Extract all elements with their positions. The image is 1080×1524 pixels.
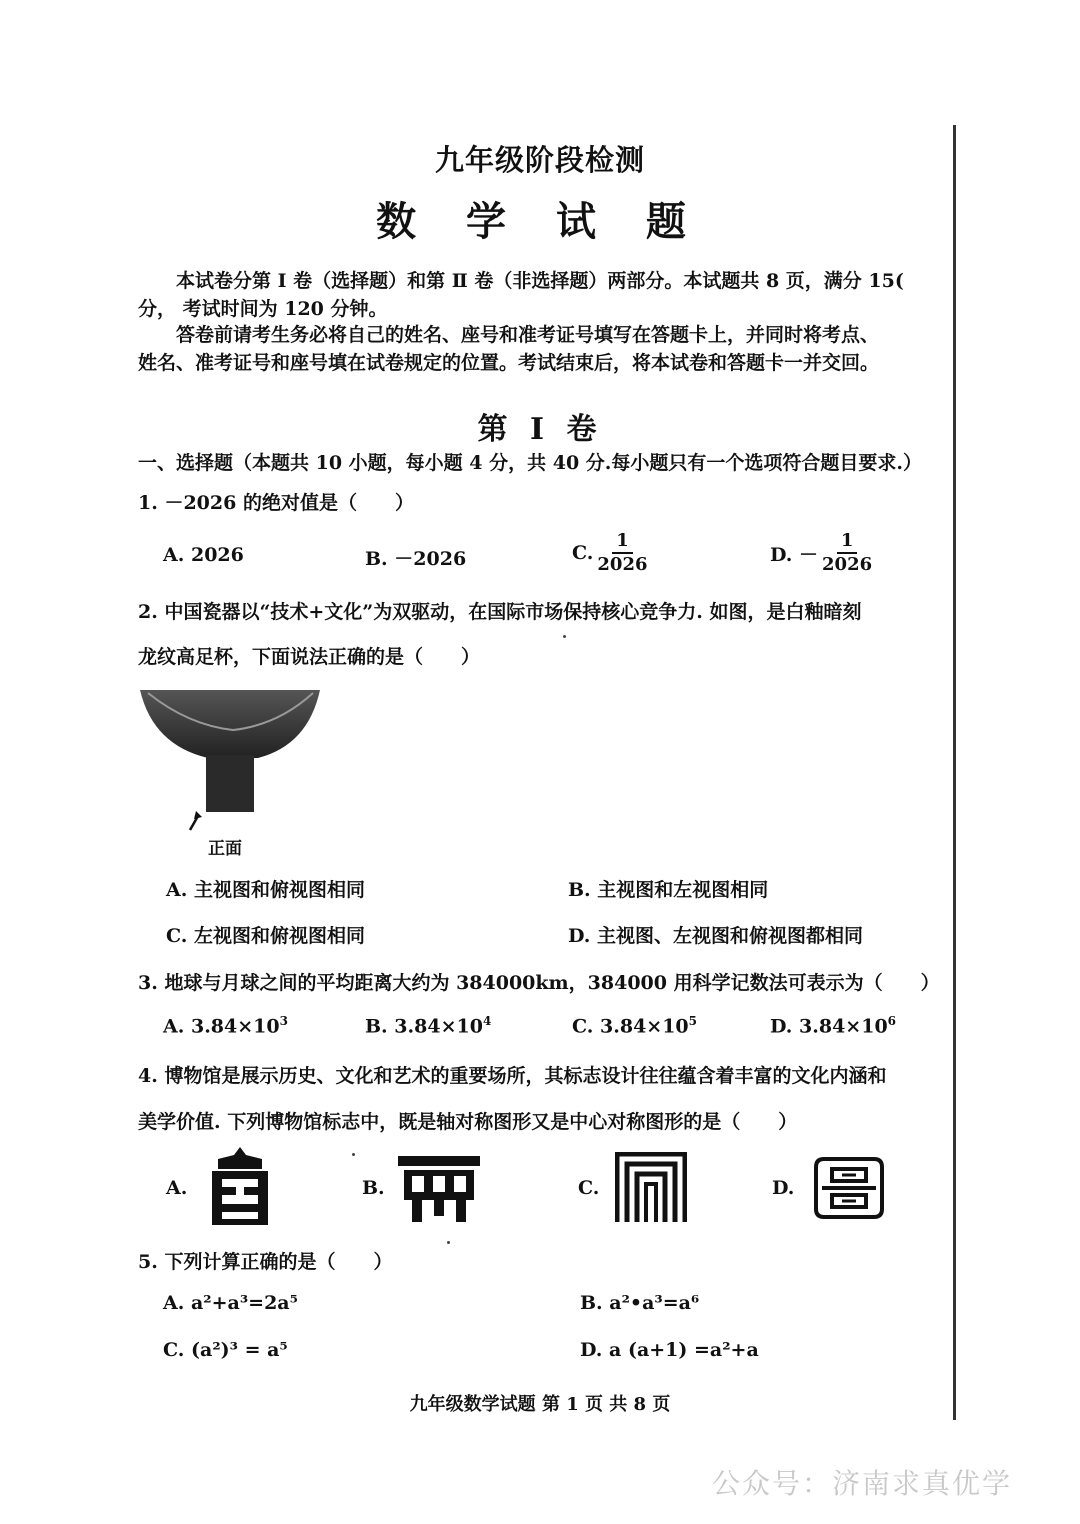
section-title: 第 I 卷 bbox=[477, 412, 603, 447]
museum-logo-d-icon bbox=[812, 1155, 886, 1221]
page-footer: 九年级数学试题 第 1 页 共 8 页 bbox=[409, 1394, 671, 1415]
q5-option-d: D. a (a+1) =a²+a bbox=[580, 1339, 759, 1361]
q2-stem-line-2: 龙纹高足杯，下面说法正确的是（ ） bbox=[138, 646, 481, 668]
exam-title: 数 学 试 题 bbox=[376, 198, 704, 245]
intro-line-4: 姓名、准考证号和座号填在试卷规定的位置。考试结束后，将本试卷和答题卡一并交回。 bbox=[138, 352, 880, 374]
stem-cup-figure bbox=[138, 685, 328, 835]
fraction-denominator: 2026 bbox=[597, 554, 648, 575]
option-base: B. 3.84×10 bbox=[365, 1015, 483, 1038]
option-base: C. 3.84×10 bbox=[572, 1015, 689, 1038]
q3-option-d bbox=[770, 1014, 896, 1037]
q2-option-d: D. 主视图、左视图和俯视图都相同 bbox=[568, 925, 864, 947]
q1-option-c-fraction bbox=[597, 530, 647, 576]
q1-option-c-label: C. bbox=[572, 542, 594, 564]
fraction-numerator: 1 bbox=[612, 530, 633, 554]
q4-stem-line-2: 美学价值. 下列博物馆标志中，既是轴对称图形又是中心对称图形的是（ ） bbox=[138, 1111, 798, 1133]
q4-option-c-label: C. bbox=[578, 1177, 600, 1199]
q1-option-a: A. 2026 bbox=[163, 544, 244, 566]
cup-stem bbox=[206, 755, 254, 812]
watermark: 公众号：济南求真优学 bbox=[712, 1467, 1013, 1500]
option-exponent: 5 bbox=[688, 1014, 698, 1028]
fraction-numerator: 1 bbox=[837, 530, 858, 554]
intro-line-3: 答卷前请考生务必将自己的姓名、座号和准考证号填写在答题卡上，并同时将考点、 bbox=[176, 324, 880, 346]
option-exponent: 3 bbox=[279, 1014, 288, 1028]
scan-speck bbox=[447, 1241, 450, 1244]
page-border-line bbox=[953, 125, 956, 1420]
q1-option-d bbox=[770, 530, 872, 576]
q1-option-b: B. －2026 bbox=[365, 548, 467, 570]
museum-logo-a-icon bbox=[208, 1145, 272, 1227]
museum-logo-b-icon bbox=[398, 1152, 480, 1224]
q2-option-a: A. 主视图和俯视图相同 bbox=[166, 879, 365, 901]
option-exponent: 4 bbox=[482, 1014, 492, 1028]
q5-option-a: A. a²+a³=2a⁵ bbox=[163, 1292, 298, 1314]
q3-option-c bbox=[572, 1014, 697, 1037]
q3-stem: 3. 地球与月球之间的平均距离大约为 384000km，384000 用科学记数法可表示为（ ） bbox=[138, 972, 940, 994]
q5-option-c: C. (a²)³ = a⁵ bbox=[163, 1339, 288, 1361]
q1-option-d-label: D. － bbox=[770, 543, 819, 566]
cup-bowl bbox=[140, 690, 320, 758]
scan-speck bbox=[563, 635, 566, 638]
q1-stem: 1. －2026 的绝对值是（ ） bbox=[138, 492, 414, 514]
scan-speck bbox=[352, 1153, 355, 1156]
q4-option-d-label: D. bbox=[772, 1177, 795, 1199]
q3-option-a bbox=[163, 1014, 288, 1037]
q3-option-b bbox=[365, 1014, 491, 1037]
q2-stem-line-1: 2. 中国瓷器以“技术+文化”为双驱动，在国际市场保持核心竞争力. 如图，是白釉暗刻 bbox=[138, 601, 862, 623]
exam-subtitle: 九年级阶段检测 bbox=[434, 143, 645, 177]
museum-logo-c-icon bbox=[615, 1152, 687, 1224]
q5-option-b: B. a²•a³=a⁶ bbox=[580, 1292, 700, 1314]
figure-front-label: 正面 bbox=[208, 839, 242, 859]
q1-option-c bbox=[572, 530, 648, 576]
q2-option-b: B. 主视图和左视图相同 bbox=[568, 879, 769, 901]
option-base: A. 3.84×10 bbox=[163, 1015, 280, 1038]
q2-option-c: C. 左视图和俯视图相同 bbox=[166, 925, 366, 947]
intro-line-2: 分， 考试时间为 120 分钟。 bbox=[138, 298, 388, 320]
intro-line-1: 本试卷分第 Ⅰ 卷（选择题）和第 Ⅱ 卷（非选择题）两部分。本试题共 8 页，满分 15( bbox=[176, 270, 904, 292]
option-base: D. 3.84×10 bbox=[770, 1015, 888, 1038]
option-exponent: 6 bbox=[887, 1014, 897, 1028]
q1-option-d-fraction bbox=[822, 530, 872, 576]
part-title: 一、选择题（本题共 10 小题，每小题 4 分，共 40 分.每小题只有一个选项符合题目要求.） bbox=[138, 452, 923, 474]
fraction-denominator: 2026 bbox=[822, 554, 873, 575]
q4-option-b-label: B. bbox=[362, 1177, 385, 1199]
q4-stem-line-1: 4. 博物馆是展示历史、文化和艺术的重要场所，其标志设计往往蕴含着丰富的文化内涵和 bbox=[138, 1065, 887, 1087]
front-arrow-head-icon bbox=[194, 811, 202, 819]
q5-stem: 5. 下列计算正确的是（ ） bbox=[138, 1251, 393, 1273]
q4-option-a-label: A. bbox=[166, 1177, 188, 1199]
